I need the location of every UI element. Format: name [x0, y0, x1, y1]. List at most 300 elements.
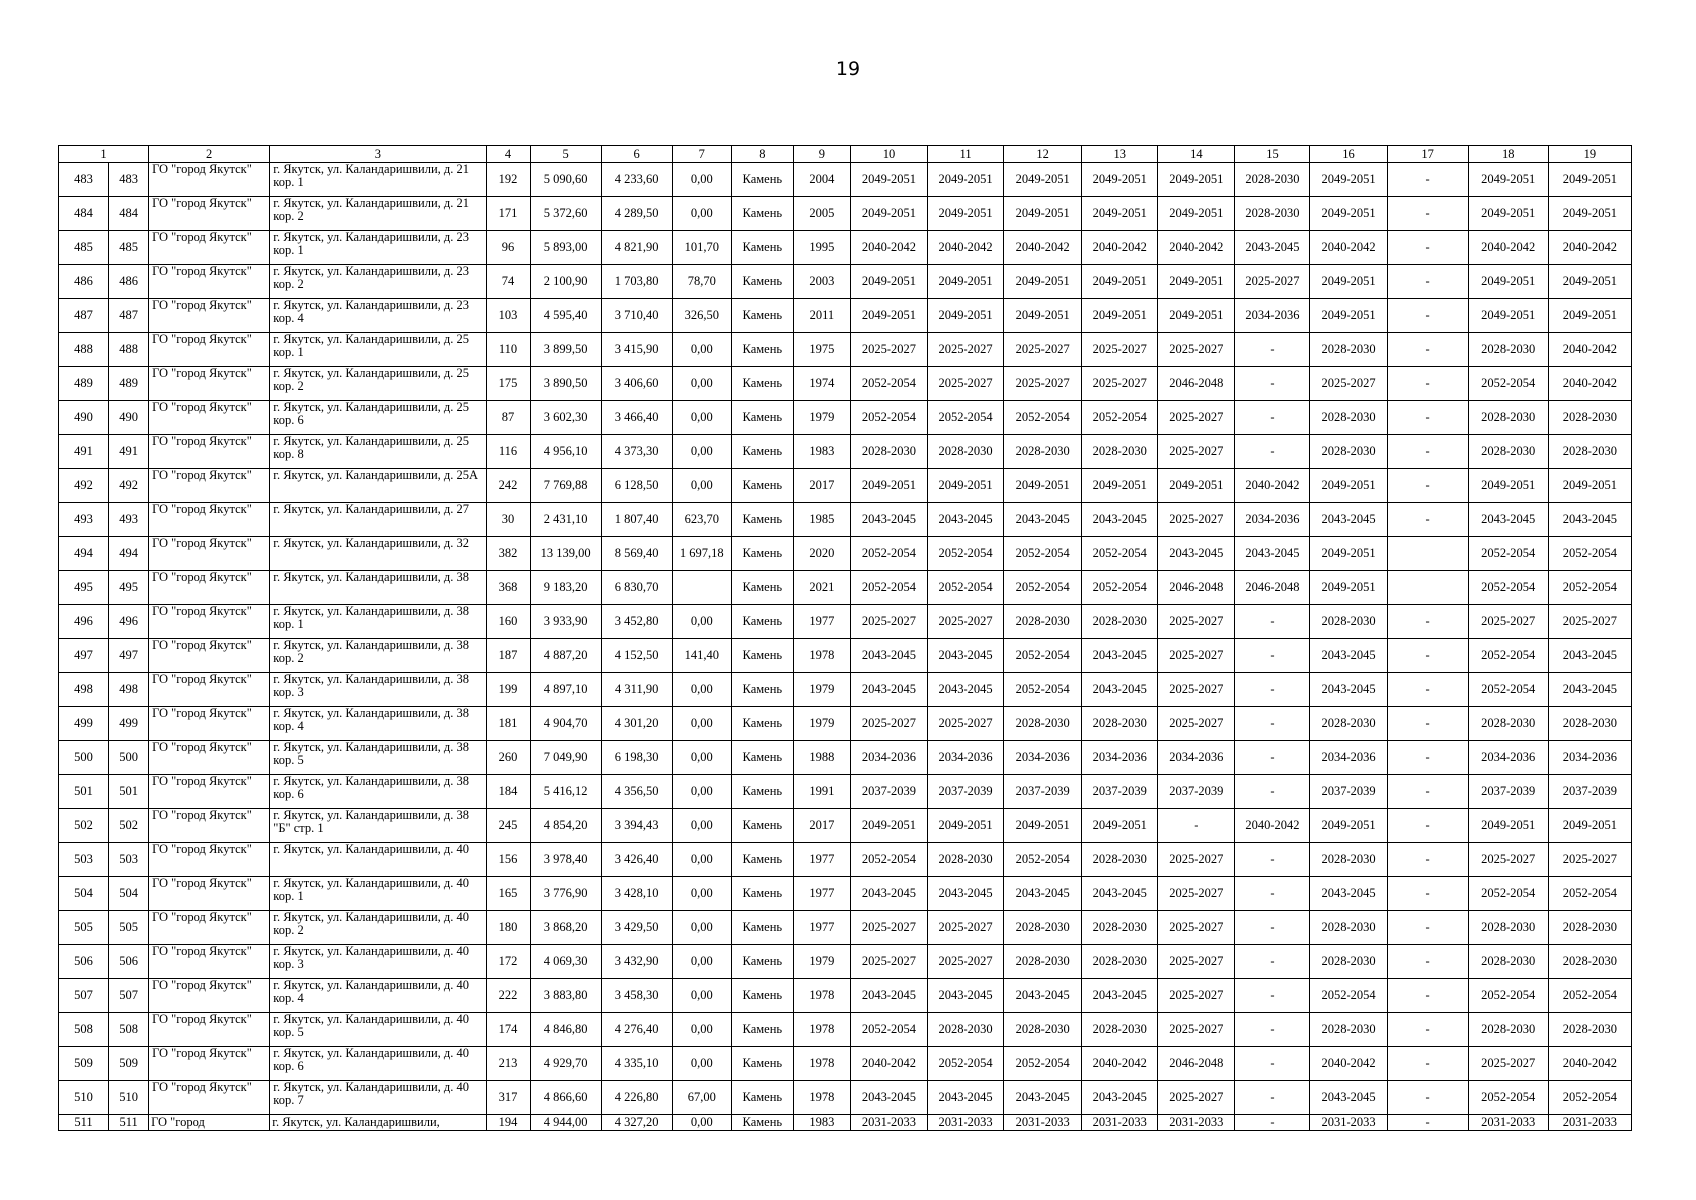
table-cell: 3 710,40 [601, 299, 672, 333]
table-cell: 2025-2027 [928, 605, 1004, 639]
table-cell: 2043-2045 [1310, 877, 1387, 911]
table-cell: - [1235, 1013, 1310, 1047]
table-cell: 2025-2027 [1158, 1013, 1235, 1047]
table-cell: Камень [731, 1047, 793, 1081]
table-cell: - [1387, 367, 1468, 401]
table-cell: - [1387, 435, 1468, 469]
column-number: 8 [731, 146, 793, 163]
table-cell: 194 [486, 1115, 530, 1131]
table-cell: 1983 [793, 435, 850, 469]
table-cell: 506 [109, 945, 149, 979]
table-cell: Камень [731, 945, 793, 979]
table-cell: - [1235, 911, 1310, 945]
table-cell: 2040-2042 [1310, 231, 1387, 265]
table-cell: Камень [731, 1115, 793, 1131]
table-cell: 2043-2045 [928, 877, 1004, 911]
table-cell: 0,00 [672, 707, 731, 741]
table-cell: 2028-2030 [1082, 911, 1158, 945]
table-cell: 2025-2027 [1468, 605, 1548, 639]
table-cell: 2037-2039 [1310, 775, 1387, 809]
table-cell: 2043-2045 [1548, 503, 1631, 537]
table-cell: 2049-2051 [928, 469, 1004, 503]
table-cell: г. Якутск, ул. Каландаришвили, д. 40 кор. 4 [270, 979, 486, 1013]
table-cell: - [1387, 231, 1468, 265]
table-cell: 2043-2045 [1082, 503, 1158, 537]
table-cell: - [1387, 809, 1468, 843]
table-cell: - [1387, 945, 1468, 979]
table-cell: 2025-2027 [1548, 605, 1631, 639]
table-cell: - [1387, 333, 1468, 367]
table-cell: 2049-2051 [1004, 197, 1082, 231]
table-cell: - [1235, 639, 1310, 673]
table-cell: 2034-2036 [1235, 299, 1310, 333]
table-cell: 2031-2033 [1468, 1115, 1548, 1131]
table-cell: 4 821,90 [601, 231, 672, 265]
table-cell: 2017 [793, 469, 850, 503]
table-cell: 2043-2045 [1004, 979, 1082, 1013]
table-cell: Камень [731, 163, 793, 197]
table-cell: 1979 [793, 707, 850, 741]
table-cell: 2040-2042 [1310, 1047, 1387, 1081]
table-cell: 2043-2045 [1548, 639, 1631, 673]
table-cell: 504 [59, 877, 109, 911]
table-cell: 499 [109, 707, 149, 741]
table-cell: 2052-2054 [1468, 571, 1548, 605]
table-cell: 503 [59, 843, 109, 877]
table-cell: Камень [731, 741, 793, 775]
column-number: 13 [1082, 146, 1158, 163]
table-cell: 3 452,80 [601, 605, 672, 639]
table-cell: г. Якутск, ул. Каландаришвили, д. 21 кор. 2 [270, 197, 486, 231]
table-cell: 2028-2030 [1310, 605, 1387, 639]
table-cell: г. Якутск, ул. Каландаришвили, д. 38 кор. 5 [270, 741, 486, 775]
column-number: 12 [1004, 146, 1082, 163]
table-cell: 2049-2051 [928, 809, 1004, 843]
table-cell: Камень [731, 979, 793, 1013]
table-cell: 2025-2027 [1158, 639, 1235, 673]
table-cell: 7 769,88 [530, 469, 601, 503]
table-cell: 3 602,30 [530, 401, 601, 435]
table-cell: 496 [59, 605, 109, 639]
table-cell: 260 [486, 741, 530, 775]
table-cell: 0,00 [672, 775, 731, 809]
table-cell: 2049-2051 [1004, 163, 1082, 197]
table-cell: 110 [486, 333, 530, 367]
table-cell: 511 [59, 1115, 109, 1131]
table-cell: 0,00 [672, 1013, 731, 1047]
table-cell: - [1235, 1047, 1310, 1081]
table-cell: ГО "город Якутск" [149, 741, 270, 775]
table-cell: г. Якутск, ул. Каландаришвили, д. 38 кор. 1 [270, 605, 486, 639]
table-cell: 0,00 [672, 877, 731, 911]
table-cell: 2043-2045 [1310, 503, 1387, 537]
table-cell: Камень [731, 877, 793, 911]
table-cell: 4 276,40 [601, 1013, 672, 1047]
table-cell: 180 [486, 911, 530, 945]
table-cell: 4 289,50 [601, 197, 672, 231]
table-cell: 3 406,60 [601, 367, 672, 401]
table-cell: 2049-2051 [1548, 299, 1631, 333]
table-cell: - [1235, 367, 1310, 401]
table-cell: 5 372,60 [530, 197, 601, 231]
table-cell: 3 429,50 [601, 911, 672, 945]
table-cell: 382 [486, 537, 530, 571]
table-cell: 5 090,60 [530, 163, 601, 197]
table-cell: 171 [486, 197, 530, 231]
table-cell: ГО "город Якутск" [149, 911, 270, 945]
table-cell: 502 [109, 809, 149, 843]
table-cell: 498 [109, 673, 149, 707]
table-cell: 493 [59, 503, 109, 537]
table-cell: - [1235, 1081, 1310, 1115]
table-cell: ГО "город Якутск" [149, 537, 270, 571]
table-cell: ГО "город Якутск" [149, 639, 270, 673]
table-cell: Камень [731, 435, 793, 469]
table-cell: 2025-2027 [928, 707, 1004, 741]
table-cell: 2028-2030 [1468, 945, 1548, 979]
table-cell: 317 [486, 1081, 530, 1115]
table-cell: 3 933,90 [530, 605, 601, 639]
table-cell: г. Якутск, ул. Каландаришвили, д. 40 кор. 5 [270, 1013, 486, 1047]
table-cell: 2052-2054 [850, 843, 927, 877]
table-cell: 0,00 [672, 435, 731, 469]
table-cell: 2049-2051 [928, 265, 1004, 299]
table-cell: 2049-2051 [1082, 197, 1158, 231]
column-number: 14 [1158, 146, 1235, 163]
table-cell: ГО "город Якутск" [149, 469, 270, 503]
table-cell: 0,00 [672, 605, 731, 639]
table-cell: ГО "город Якутск" [149, 775, 270, 809]
table-cell: 2028-2030 [1468, 1013, 1548, 1047]
table-row [59, 333, 1632, 367]
table-row [59, 571, 1632, 605]
table-cell: 1978 [793, 639, 850, 673]
table-cell: 4 595,40 [530, 299, 601, 333]
table-cell: Камень [731, 265, 793, 299]
table-cell: 2052-2054 [928, 537, 1004, 571]
table-cell: 2046-2048 [1235, 571, 1310, 605]
table-cell: Камень [731, 503, 793, 537]
table-cell: 2031-2033 [1158, 1115, 1235, 1131]
table-cell: г. Якутск, ул. Каландаришвили, д. 38 кор. 2 [270, 639, 486, 673]
table-cell: ГО "город Якутск" [149, 1013, 270, 1047]
table-cell: ГО "город Якутск" [149, 707, 270, 741]
table-cell: 2028-2030 [1310, 1013, 1387, 1047]
table-cell: 2043-2045 [1004, 1081, 1082, 1115]
page-number: 19 [835, 58, 861, 80]
table-cell: 2028-2030 [1004, 707, 1082, 741]
table-cell: Камень [731, 605, 793, 639]
table-cell: 509 [109, 1047, 149, 1081]
table-cell: 2049-2051 [850, 197, 927, 231]
table-cell: 5 416,12 [530, 775, 601, 809]
table-cell: 2049-2051 [1082, 809, 1158, 843]
table-cell: 0,00 [672, 469, 731, 503]
table-cell: 2040-2042 [850, 231, 927, 265]
table-cell: г. Якутск, ул. Каландаришвили, д. 40 [270, 843, 486, 877]
table-cell: 2028-2030 [1468, 401, 1548, 435]
table-cell: г. Якутск, ул. Каландаришвили, д. 27 [270, 503, 486, 537]
table-cell: 2049-2051 [1158, 469, 1235, 503]
table-cell: г. Якутск, ул. Каландаришвили, д. 21 кор. 1 [270, 163, 486, 197]
table-cell: 2025-2027 [1158, 945, 1235, 979]
table-row [59, 877, 1632, 911]
table-cell: 13 139,00 [530, 537, 601, 571]
table-cell: 2052-2054 [1548, 571, 1631, 605]
table-row [59, 707, 1632, 741]
column-number: 2 [149, 146, 270, 163]
table-row [59, 537, 1632, 571]
table-cell: г. Якутск, ул. Каландаришвили, д. 40 кор. 6 [270, 1047, 486, 1081]
table-cell: 199 [486, 673, 530, 707]
table-cell: 2028-2030 [1548, 401, 1631, 435]
table-cell: г. Якутск, ул. Каландаришвили, д. 40 кор. 7 [270, 1081, 486, 1115]
table-cell: 78,70 [672, 265, 731, 299]
table-cell: Камень [731, 707, 793, 741]
table-cell: 2040-2042 [850, 1047, 927, 1081]
table-cell: Камень [731, 673, 793, 707]
table-cell: - [1387, 707, 1468, 741]
table-cell: 103 [486, 299, 530, 333]
table-cell: 2031-2033 [928, 1115, 1004, 1131]
table-cell: 2043-2045 [1548, 673, 1631, 707]
table-cell: 2043-2045 [850, 673, 927, 707]
table-cell: 2034-2036 [1548, 741, 1631, 775]
table-cell: г. Якутск, ул. Каландаришвили, д. 25А [270, 469, 486, 503]
table-cell: 3 899,50 [530, 333, 601, 367]
table-cell: 2052-2054 [1004, 843, 1082, 877]
table-cell: 2028-2030 [1082, 945, 1158, 979]
table-cell: 3 394,43 [601, 809, 672, 843]
table-cell: 2025-2027 [1158, 911, 1235, 945]
table-cell: 3 432,90 [601, 945, 672, 979]
table-cell: 2049-2051 [1082, 265, 1158, 299]
column-number: 4 [486, 146, 530, 163]
table-cell: 192 [486, 163, 530, 197]
table-cell: 4 929,70 [530, 1047, 601, 1081]
table-cell: 489 [109, 367, 149, 401]
table-cell: 2025-2027 [928, 911, 1004, 945]
table-cell: 2028-2030 [1548, 911, 1631, 945]
table-cell: 501 [109, 775, 149, 809]
table-cell: - [1387, 401, 1468, 435]
table-row [59, 1115, 1632, 1131]
table-cell: ГО "город Якутск" [149, 843, 270, 877]
table-row [59, 1013, 1632, 1047]
table-cell: Камень [731, 1081, 793, 1115]
table-cell: 2034-2036 [1310, 741, 1387, 775]
table-cell: - [1235, 605, 1310, 639]
table-cell: - [1387, 605, 1468, 639]
table-cell: - [1387, 979, 1468, 1013]
table-cell: 3 890,50 [530, 367, 601, 401]
table-cell: 8 569,40 [601, 537, 672, 571]
table-cell: ГО "город Якутск" [149, 265, 270, 299]
table-cell: 2020 [793, 537, 850, 571]
column-number: 9 [793, 146, 850, 163]
table-cell: 1983 [793, 1115, 850, 1131]
table-cell: 222 [486, 979, 530, 1013]
table-cell: Камень [731, 231, 793, 265]
table-cell: 2052-2054 [850, 571, 927, 605]
table-cell: 4 846,80 [530, 1013, 601, 1047]
table-cell: 497 [59, 639, 109, 673]
table-cell: - [1235, 401, 1310, 435]
table-cell: 3 978,40 [530, 843, 601, 877]
table-cell: 2043-2045 [1235, 231, 1310, 265]
table-cell: 492 [59, 469, 109, 503]
table-cell: 2037-2039 [1468, 775, 1548, 809]
table-cell: 2 100,90 [530, 265, 601, 299]
table-cell: 490 [109, 401, 149, 435]
table-cell: 2049-2051 [1310, 163, 1387, 197]
table-cell: 0,00 [672, 741, 731, 775]
table-cell: 2025-2027 [1158, 979, 1235, 1013]
table-cell: 3 426,40 [601, 843, 672, 877]
table-row [59, 367, 1632, 401]
table-cell: 501 [59, 775, 109, 809]
table-cell: 2040-2042 [1158, 231, 1235, 265]
table-row [59, 605, 1632, 639]
table-cell: 2028-2030 [1310, 911, 1387, 945]
table-cell: 2004 [793, 163, 850, 197]
table-cell: 245 [486, 809, 530, 843]
table-cell: 242 [486, 469, 530, 503]
table-cell: 2043-2045 [1310, 639, 1387, 673]
table-cell: 101,70 [672, 231, 731, 265]
table-cell: 2028-2030 [1310, 843, 1387, 877]
table-cell: 1979 [793, 401, 850, 435]
column-number: 5 [530, 146, 601, 163]
table-cell: ГО "город Якутск" [149, 367, 270, 401]
table-cell: Камень [731, 809, 793, 843]
table-cell: - [1387, 843, 1468, 877]
table-cell: 2049-2051 [850, 163, 927, 197]
table-cell: - [1235, 979, 1310, 1013]
table-cell: 4 327,20 [601, 1115, 672, 1131]
table-cell: 2049-2051 [1082, 163, 1158, 197]
table-cell: 4 069,30 [530, 945, 601, 979]
table-cell: 2052-2054 [1004, 571, 1082, 605]
table-cell: 2028-2030 [928, 1013, 1004, 1047]
table-cell: г. Якутск, ул. Каландаришвили, д. 25 кор. 1 [270, 333, 486, 367]
table-cell: 7 049,90 [530, 741, 601, 775]
table-cell: 2049-2051 [1310, 571, 1387, 605]
table-cell: 1977 [793, 843, 850, 877]
table-cell: 2043-2045 [928, 639, 1004, 673]
table-cell: 213 [486, 1047, 530, 1081]
table-cell: - [1387, 877, 1468, 911]
table-cell: 1978 [793, 1013, 850, 1047]
table-cell: 1 697,18 [672, 537, 731, 571]
table-cell: 67,00 [672, 1081, 731, 1115]
table-cell: г. Якутск, ул. Каландаришвили, д. 38 кор. 6 [270, 775, 486, 809]
table-cell: г. Якутск, ул. Каландаришвили, [270, 1115, 486, 1131]
table-cell: 4 897,10 [530, 673, 601, 707]
table-cell: 2052-2054 [1004, 1047, 1082, 1081]
table-cell: 504 [109, 877, 149, 911]
table-cell: 1 807,40 [601, 503, 672, 537]
table-cell: 483 [109, 163, 149, 197]
table-cell: 500 [59, 741, 109, 775]
table-cell: - [1235, 741, 1310, 775]
table-cell: 1974 [793, 367, 850, 401]
table-cell: 2028-2030 [1310, 707, 1387, 741]
table-cell: 1979 [793, 945, 850, 979]
table-cell: 4 152,50 [601, 639, 672, 673]
table-cell: ГО "город Якутск" [149, 1081, 270, 1115]
table-cell: 2034-2036 [850, 741, 927, 775]
table-cell: 2040-2042 [1548, 1047, 1631, 1081]
table-cell: - [1235, 673, 1310, 707]
table-cell: - [1387, 469, 1468, 503]
table-cell: 2049-2051 [850, 809, 927, 843]
table-cell [1387, 571, 1468, 605]
table-cell: 1978 [793, 1081, 850, 1115]
table-cell: 508 [59, 1013, 109, 1047]
table-cell: г. Якутск, ул. Каландаришвили, д. 25 кор. 8 [270, 435, 486, 469]
table-cell: - [1387, 163, 1468, 197]
table-cell: 492 [109, 469, 149, 503]
table-cell: 1977 [793, 605, 850, 639]
table-cell: 87 [486, 401, 530, 435]
table-cell: 172 [486, 945, 530, 979]
table-cell: Камень [731, 537, 793, 571]
table-cell: 507 [109, 979, 149, 1013]
table-cell: 505 [109, 911, 149, 945]
table-cell: 498 [59, 673, 109, 707]
table-cell: 494 [109, 537, 149, 571]
table-cell: ГО "город Якутск" [149, 809, 270, 843]
table-cell: 9 183,20 [530, 571, 601, 605]
column-number-row [59, 146, 1632, 163]
table-cell: 2025-2027 [850, 707, 927, 741]
table-row [59, 775, 1632, 809]
table-cell: 2040-2042 [1235, 469, 1310, 503]
table-cell: 165 [486, 877, 530, 911]
table-cell: - [1387, 775, 1468, 809]
table-cell: 1979 [793, 673, 850, 707]
table-row [59, 265, 1632, 299]
table-cell: 0,00 [672, 809, 731, 843]
table-cell: 0,00 [672, 367, 731, 401]
table-cell: 5 893,00 [530, 231, 601, 265]
table-cell: 2052-2054 [1004, 537, 1082, 571]
table-cell: 2043-2045 [1082, 979, 1158, 1013]
table-cell: 495 [59, 571, 109, 605]
table-cell: г. Якутск, ул. Каландаришвили, д. 38 [270, 571, 486, 605]
table-cell: 2052-2054 [928, 1047, 1004, 1081]
table-cell: 2025-2027 [1158, 707, 1235, 741]
table-cell: 2028-2030 [1004, 605, 1082, 639]
table-cell: 2021 [793, 571, 850, 605]
table-cell: 2049-2051 [1004, 809, 1082, 843]
table-cell: 2049-2051 [928, 299, 1004, 333]
table-cell: 2028-2030 [1082, 707, 1158, 741]
table-cell: 4 866,60 [530, 1081, 601, 1115]
table-cell: 489 [59, 367, 109, 401]
table-cell: 0,00 [672, 945, 731, 979]
table-cell: 510 [109, 1081, 149, 1115]
table-cell: 2052-2054 [928, 401, 1004, 435]
table-cell: 508 [109, 1013, 149, 1047]
table-cell: 4 944,00 [530, 1115, 601, 1131]
table-cell: 2025-2027 [850, 333, 927, 367]
table-cell: 511 [109, 1115, 149, 1131]
table-cell: 2034-2036 [1004, 741, 1082, 775]
table-row [59, 469, 1632, 503]
table-cell: 2040-2042 [928, 231, 1004, 265]
